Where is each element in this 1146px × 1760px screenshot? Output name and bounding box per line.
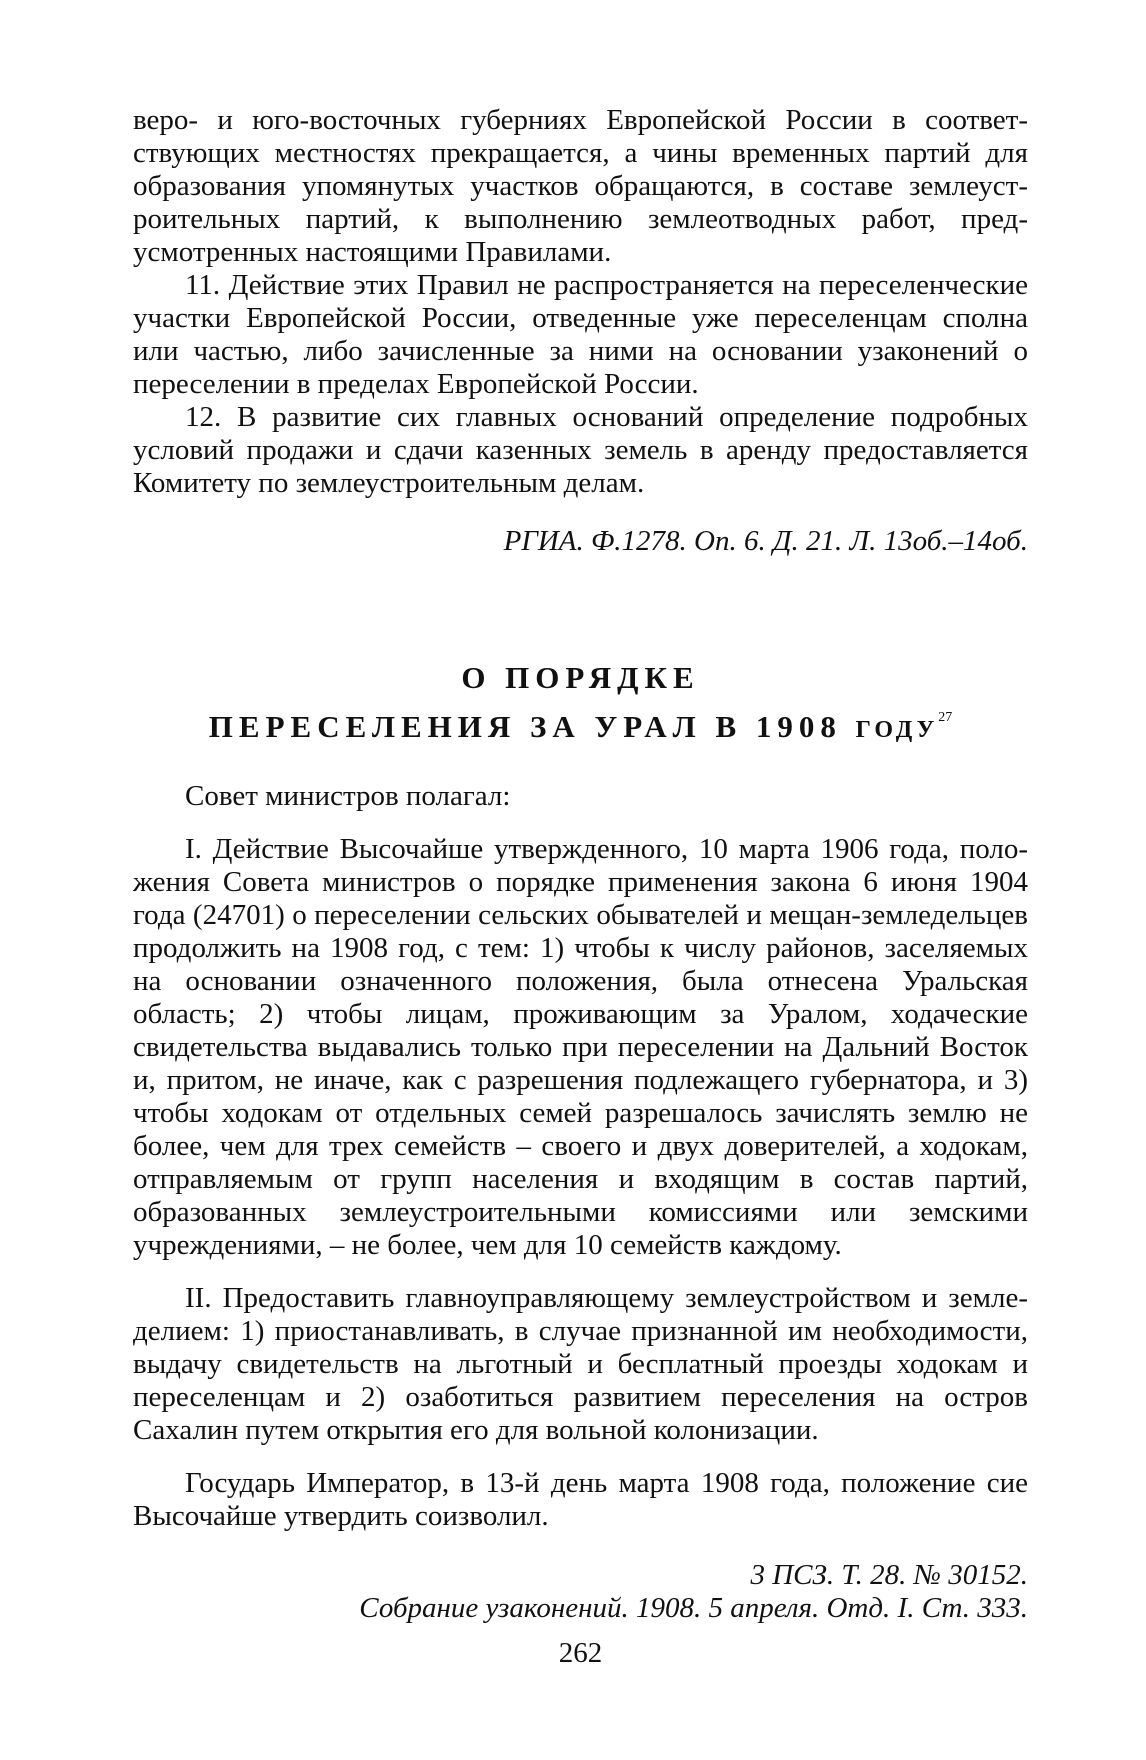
- section-title-main: ПЕРЕСЕЛЕНИЯ ЗА УРАЛ В 1908: [208, 709, 842, 744]
- document-page: [133, 104, 1028, 1670]
- intro-line: Совет министров полагал:: [185, 780, 511, 812]
- paragraph-emperor: Государь Император, в 13-й день марта 1908 года, положение сие Высочайше утвердить соизволил.: [133, 1467, 1028, 1532]
- paragraph-12: 12. В развитие сих главных оснований определение подробных условий продажи и сдачи казенных земель в аренду предоставляется Комитету по землеустроительным делам.: [133, 401, 1028, 499]
- footnote-reference: 27: [938, 710, 953, 725]
- paragraph-continuation: веро- и юго-восточных губерниях Европейской России в соответствующих местностях прекращается, а чины временных партий для образования упомянутых участков обращаются, в составе землеустроительных партий, к выполнению землеотводных работ, предусмотренных настоящими Правилами.: [133, 104, 1028, 268]
- section-title-line-2: [133, 698, 1028, 750]
- page-number: 262: [558, 1637, 603, 1669]
- archive-source-reference: РГИА. Ф.1278. Оп. 6. Д. 21. Л. 13об.–14об.: [503, 525, 1028, 557]
- section-title-line-1: О ПОРЯДКЕ: [461, 660, 700, 695]
- law-source-line-1: 3 ПСЗ. Т. 28. № 30152.: [750, 1559, 1028, 1591]
- paragraph-11: 11. Действие этих Правил не распространяется на переселенческие участки Европейской России, отведенные уже переселенцам сполна или частью, либо зачисленные за ними на основании узаконений о переселении в пределах Европейской России.: [133, 269, 1028, 400]
- law-source-line-2: Собрание узаконений. 1908. 5 апреля. Отд. I. Ст. 333.: [359, 1592, 1028, 1624]
- spacer: [133, 558, 1028, 658]
- paragraph-II: II. Предоставить главноуправляющему землеустройством и земледелием: 1) приостанавливать, в случае признанной им необходимости, выдачу свидетельств на льготный и бесплатный проезды ходокам и переселенцам и 2) озаботиться развитием переселения на остров Сахалин путем открытия его для вольной колонизации.: [133, 1282, 1028, 1446]
- section-title-tail: ГОДУ: [855, 717, 939, 743]
- paragraph-I: I. Действие Высочайше утвержденного, 10 марта 1906 года, положения Совета министров о порядке применения закона 6 июня 1904 года (24701) о переселении сельских обывателей и мещан-земледельцев продолжить на 1908 год, с тем: 1) чтобы к числу районов, заселяемых на основании означенного положения, была отнесена Уральская область; 2) чтобы лицам, проживающим за Уралом, ходаческие свидетельства выдавались только при переселении на Дальний Восток и, притом, не иначе, как с разрешения подлежащего губернатора, и 3) чтобы ходокам от отдельных семей разрешалось зачислять землю не более, чем для трех семейств – своего и двух доверителей, а ходокам, отправляемым от групп населения и входящим в состав партий, образованных землеустроительными комиссиями или земскими учреждениями, – не более, чем для 10 семейств каждому.: [133, 833, 1028, 1261]
